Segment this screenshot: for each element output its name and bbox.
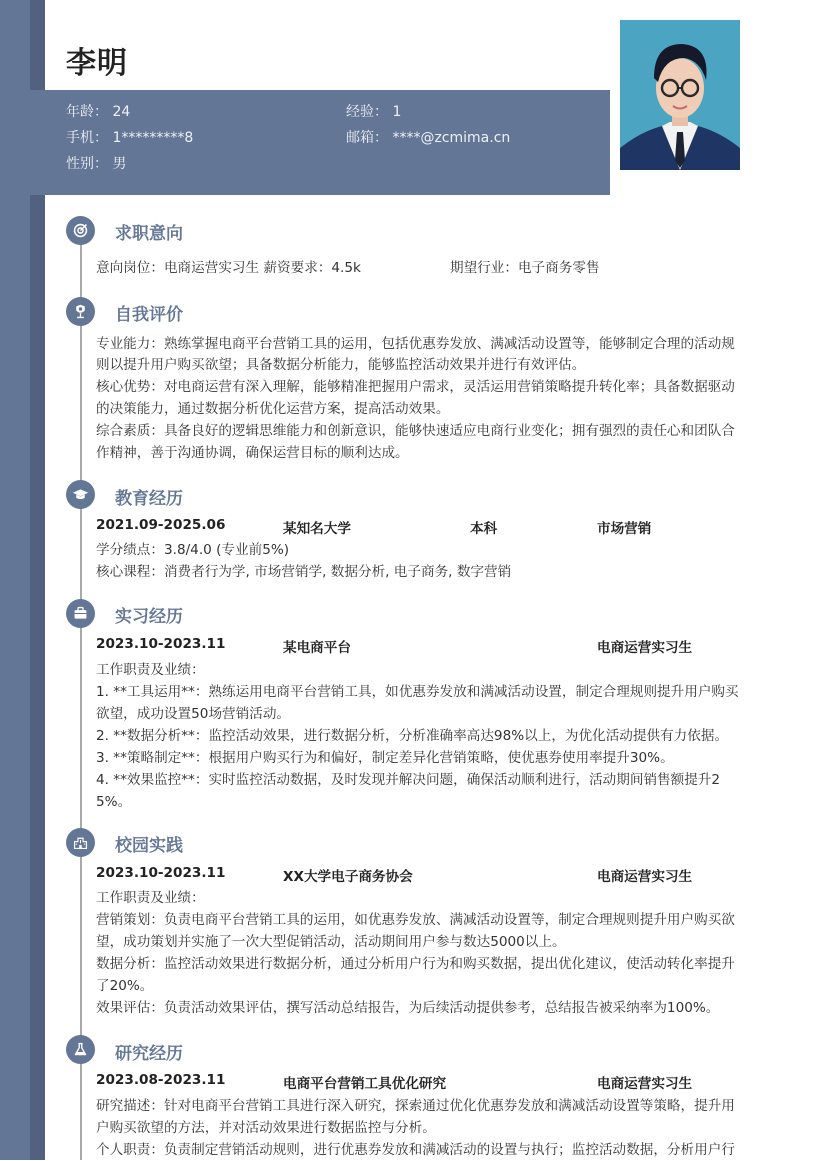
info-email: 邮箱： ****@zcmima.cn [346, 130, 511, 146]
campus-line: 望，成功策划并实施了一次大型促销活动，活动期间用户参与数达5000以上。 [96, 934, 566, 950]
target-icon [66, 216, 95, 245]
internship-line: 5%。 [96, 794, 132, 810]
campus-line: 工作职责及业绩： [96, 890, 205, 906]
education-period: 2021.09-2025.06 [96, 517, 226, 533]
campus-header-row [96, 865, 766, 885]
section-title-self-eval: 自我评价 [115, 305, 183, 325]
portrait-image [620, 20, 740, 170]
info-age: 年龄： 24 [66, 104, 131, 120]
campus-line: 数据分析：监控活动效果进行数据分析，通过分析用户行为和购买数据，提出优化建议，使活动转化率提升 [96, 956, 735, 972]
internship-line: 工作职责及业绩： [96, 662, 205, 678]
campus-period: 2023.10-2023.11 [96, 865, 226, 881]
education-header-row [96, 517, 766, 537]
intention-industry: 期望行业：电子商务零售 [450, 260, 600, 276]
info-phone: 手机： 1*********8 [66, 130, 194, 146]
self-eval-line: 核心优势：对电商运营有深入理解，能够精准把握用户需求，灵活运用营销策略提升转化率；具备数据驱动 [96, 379, 735, 395]
internship-line: 3. **策略制定**：根据用户购买行为和偏好，制定差异化营销策略，使优惠券使用率提升30%。 [96, 750, 674, 766]
campus-line: 营销策划：负责电商平台营销工具的运用，如优惠券发放、满减活动设置等，制定合理规则提升用户购买欲 [96, 912, 735, 928]
timeline-line [80, 230, 82, 1160]
research-project: 电商平台营销工具优化研究 [283, 1076, 447, 1092]
research-line: 个人职责：负责制定营销活动规则，进行优惠券发放和满减活动的设置与执行；监控活动数据，分析用户行 [96, 1142, 735, 1158]
self-eval-line: 的决策能力，通过数据分析优化运营方案，提高活动效果。 [96, 401, 450, 417]
info-experience: 经验： 1 [346, 104, 402, 120]
education-school: 某知名大学 [283, 521, 351, 537]
sidebar-strip-light [0, 0, 30, 1160]
campus-line: 了20%。 [96, 978, 154, 994]
info-gender: 性别： 男 [66, 156, 127, 172]
internship-period: 2023.10-2023.11 [96, 636, 226, 652]
section-title-education: 教育经历 [115, 489, 183, 509]
intention-position-salary: 意向岗位：电商运营实习生 薪资要求：4.5k [96, 260, 361, 276]
award-icon [66, 297, 95, 326]
internship-line: 4. **效果监控**：实时监控活动数据，及时发现并解决问题，确保活动顺利进行，活动期间销售额提升2 [96, 772, 721, 788]
education-line: 学分绩点：3.8/4.0 (专业前5%) [96, 542, 290, 558]
briefcase-icon [66, 599, 95, 628]
candidate-name: 李明 [66, 46, 128, 81]
internship-company: 某电商平台 [283, 640, 351, 656]
campus-role: 电商运营实习生 [597, 869, 693, 885]
campus-org: XX大学电子商务协会 [283, 869, 413, 885]
research-header-row [96, 1072, 766, 1092]
section-title-internship: 实习经历 [115, 607, 183, 627]
research-line: 户购买欲望的方法，并对活动效果进行数据监控与分析。 [96, 1120, 436, 1136]
school-building-icon [66, 828, 95, 857]
campus-line: 效果评估：负责活动效果评估，撰写活动总结报告，为后续活动提供参考，总结报告被采纳率为100%。 [96, 1000, 720, 1016]
flask-icon [66, 1035, 95, 1064]
internship-line: 2. **数据分析**：监控活动效果，进行数据分析，分析准确率高达98%以上，为优化活动提供有力依据。 [96, 728, 729, 744]
education-line: 核心课程：消费者行为学, 市场营销学, 数据分析, 电子商务, 数字营销 [96, 564, 512, 580]
profile-photo [620, 20, 740, 170]
research-role: 电商运营实习生 [597, 1076, 693, 1092]
internship-line: 1. **工具运用**：熟练运用电商平台营销工具，如优惠券发放和满减活动设置，制定合理规则提升用户购买 [96, 684, 739, 700]
internship-header-row [96, 636, 766, 656]
self-eval-line: 专业能力：熟练掌握电商平台营销工具的运用，包括优惠券发放、满减活动设置等，能够制定合理的活动规 [96, 336, 735, 352]
research-period: 2023.08-2023.11 [96, 1072, 226, 1088]
graduation-cap-icon [66, 480, 95, 509]
self-eval-line: 综合素质：具备良好的逻辑思维能力和创新意识，能够快速适应电商行业变化；拥有强烈的责任心和团队合 [96, 423, 735, 439]
education-degree: 本科 [470, 521, 498, 537]
self-eval-line: 则以提升用户购买欲望；具备数据分析能力，能够监控活动效果并进行有效评估。 [96, 357, 586, 373]
section-title-campus: 校园实践 [115, 836, 183, 856]
section-title-research: 研究经历 [115, 1044, 183, 1064]
internship-role: 电商运营实习生 [597, 640, 693, 656]
education-major: 市场营销 [597, 521, 652, 537]
basic-info-band [30, 90, 610, 195]
self-eval-line: 作精神，善于沟通协调，确保运营目标的顺利达成。 [96, 445, 409, 461]
research-line: 研究描述：针对电商平台营销工具进行深入研究，探索通过优化优惠券发放和满减活动设置等策略，提升用 [96, 1098, 735, 1114]
section-title-intention: 求职意向 [115, 224, 183, 244]
internship-line: 欲望，成功设置50场营销活动。 [96, 706, 291, 722]
